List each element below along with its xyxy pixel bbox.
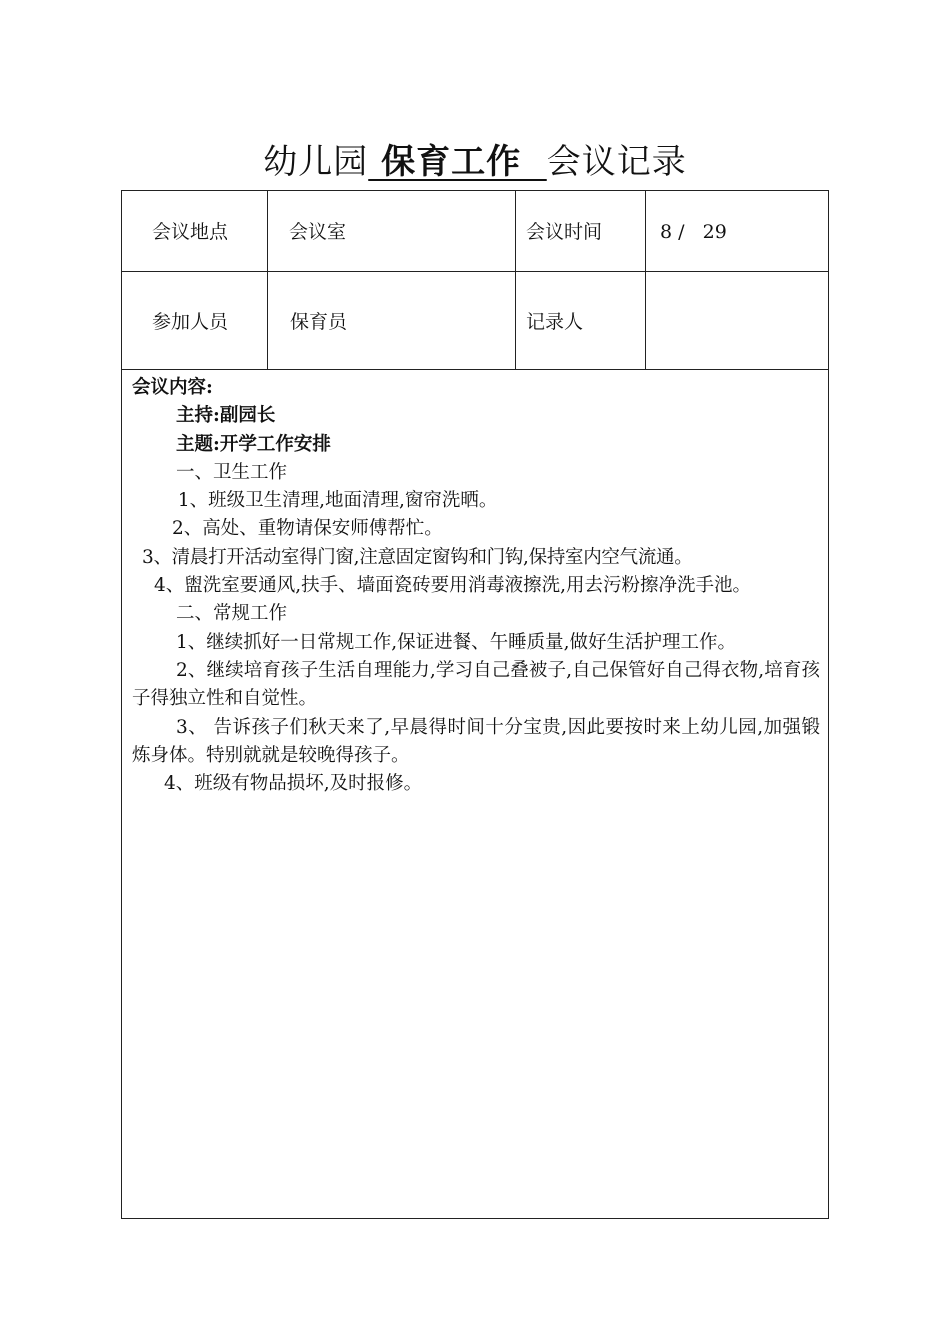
- participants-label: 参加人员: [152, 311, 229, 333]
- title-suffix: 会议记录: [546, 142, 687, 182]
- meeting-host: 主持:副园长: [176, 405, 276, 427]
- meeting-content: [132, 374, 820, 798]
- column-divider: [267, 191, 268, 369]
- title-prefix: 幼儿园: [263, 142, 369, 182]
- location-label: 会议地点: [152, 221, 229, 243]
- list-item: 1、继续抓好一日常规工作,保证进餐、午睡质量,做好生活护理工作。: [176, 631, 737, 653]
- row-divider: [122, 369, 828, 370]
- content-heading: 会议内容:: [132, 377, 213, 398]
- list-item: 3、清晨打开活动室得门窗,注意固定窗钩和门钩,保持室内空气流通。: [142, 546, 693, 568]
- list-item: 2、高处、重物请保安师傅帮忙。: [172, 518, 443, 540]
- location-value: 会议室: [289, 221, 347, 243]
- list-item: 1、班级卫生清理,地面清理,窗帘洗晒。: [172, 490, 498, 512]
- list-item: 4、班级有物品损坏,及时报修。: [164, 773, 423, 795]
- section-heading: 二、常规工作: [176, 603, 288, 625]
- row-divider: [122, 271, 828, 272]
- time-label: 会议时间: [526, 221, 603, 243]
- participants-value: 保育员: [290, 311, 348, 333]
- list-item: 3、 告诉孩子们秋天来了,早晨得时间十分宝贵,因此要按时来上幼儿园,加强锻炼身体。特别就就是较晚得孩子。: [132, 716, 820, 766]
- title-fill-in: 保育工作: [368, 142, 547, 182]
- recorder-label: 记录人: [526, 311, 584, 333]
- page-title: [0, 140, 950, 184]
- column-divider: [515, 191, 516, 369]
- list-item: 4、盥洗室要通风,扶手、墙面瓷砖要用消毒液擦洗,用去污粉擦净洗手池。: [154, 575, 752, 597]
- time-value: 8 / 29: [660, 221, 727, 243]
- section-heading: 一、卫生工作: [176, 461, 288, 483]
- meeting-topic: 主题:开学工作安排: [176, 433, 331, 455]
- list-item: 2、继续培育孩子生活自理能力,学习自己叠被子,自己保管好自己得衣物,培育孩子得独立性和自觉性。: [132, 659, 820, 710]
- column-divider: [645, 191, 646, 369]
